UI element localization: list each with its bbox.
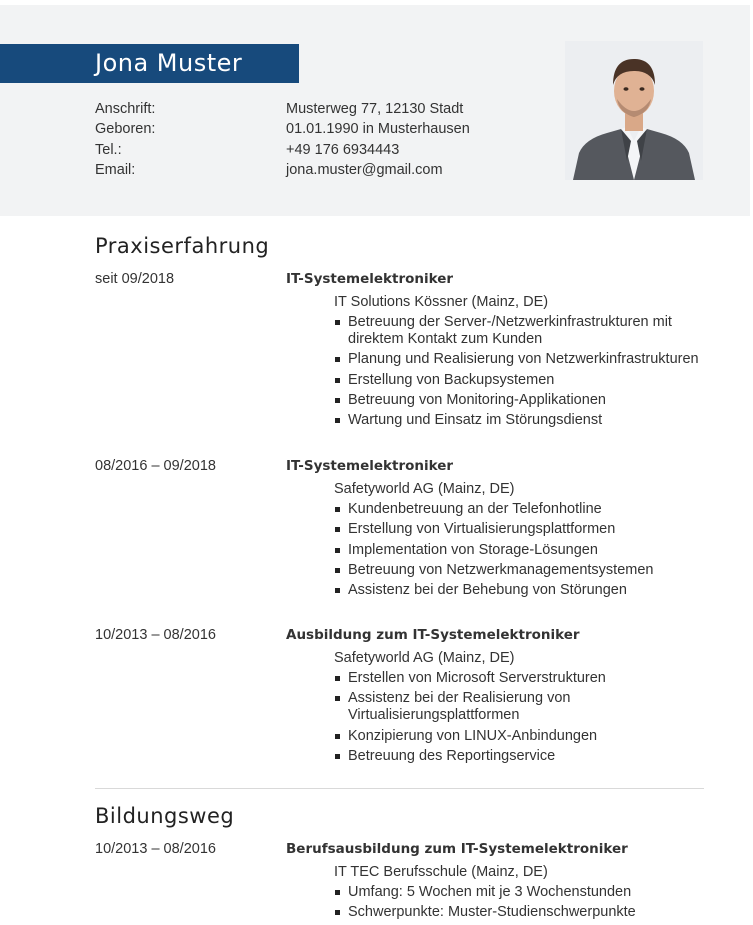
contact-label: Anschrift:	[95, 101, 156, 117]
entry-date: 08/2016 – 09/2018	[95, 458, 216, 474]
entry-title: IT-Systemelektroniker	[286, 458, 454, 474]
contact-value: Musterweg 77, 12130 Stadt	[286, 101, 464, 117]
list-item: Implementation von Storage-Lösungen	[334, 542, 714, 559]
square-bullet-icon	[335, 568, 340, 573]
square-bullet-icon	[335, 507, 340, 512]
square-bullet-icon	[335, 696, 340, 701]
section-title-education: Bildungsweg	[95, 804, 235, 828]
square-bullet-icon	[335, 676, 340, 681]
entry-company: IT TEC Berufsschule (Mainz, DE)	[334, 864, 548, 880]
entry-company: Safetyworld AG (Mainz, DE)	[334, 481, 515, 497]
entry-bullets	[334, 670, 714, 768]
list-item: Erstellung von Backupsystemen	[334, 372, 714, 389]
section-divider	[95, 788, 704, 789]
list-item: Erstellen von Microsoft Serverstrukturen	[334, 670, 714, 687]
square-bullet-icon	[335, 548, 340, 553]
contact-details	[95, 99, 545, 180]
entry-title: Ausbildung zum IT-Systemelektroniker	[286, 627, 580, 643]
contact-row-birth	[95, 119, 545, 139]
list-item: Konzipierung von LINUX-Anbindungen	[334, 728, 714, 745]
list-item: Wartung und Einsatz im Störungsdienst	[334, 412, 714, 429]
square-bullet-icon	[335, 734, 340, 739]
contact-row-phone	[95, 140, 545, 160]
entry-title: IT-Systemelektroniker	[286, 271, 454, 287]
contact-value: 01.01.1990 in Musterhausen	[286, 121, 470, 138]
square-bullet-icon	[335, 398, 340, 403]
contact-row-address	[95, 99, 545, 119]
entry-company: Safetyworld AG (Mainz, DE)	[334, 650, 515, 666]
contact-label: Tel.:	[95, 141, 122, 158]
entry-date: 10/2013 – 08/2016	[95, 841, 216, 857]
square-bullet-icon	[335, 588, 340, 593]
entry-bullets	[334, 501, 714, 602]
list-item: Planung und Realisierung von Netzwerkinfrastrukturen	[334, 351, 714, 368]
square-bullet-icon	[335, 754, 340, 759]
entry-title: Berufsausbildung zum IT-Systemelektroniker	[286, 841, 628, 857]
portrait-icon	[565, 41, 703, 180]
list-item: Umfang: 5 Wochen mit je 3 Wochenstunden	[334, 884, 714, 901]
entry-company: IT Solutions Kössner (Mainz, DE)	[334, 294, 549, 310]
square-bullet-icon	[335, 378, 340, 383]
list-item: Erstellung von Virtualisierungsplattformen	[334, 521, 714, 538]
entry-bullets	[334, 314, 714, 432]
square-bullet-icon	[335, 527, 340, 532]
section-title-experience: Praxiserfahrung	[95, 234, 270, 258]
contact-value: +49 176 6934443	[286, 141, 400, 158]
square-bullet-icon	[335, 418, 340, 423]
square-bullet-icon	[335, 320, 340, 325]
list-item: Schwerpunkte: Muster-Studienschwerpunkte	[334, 904, 714, 921]
list-item: Assistenz bei der Behebung von Störungen	[334, 582, 714, 599]
entry-date: seit 09/2018	[95, 271, 175, 287]
list-item: Betreuung der Server-/Netzwerkinfrastrukturen mit direktem Kontakt zum Kunden	[334, 314, 714, 348]
person-name: Jona Muster	[95, 49, 243, 77]
entry-bullets	[334, 884, 714, 925]
square-bullet-icon	[335, 890, 340, 895]
entry-date: 10/2013 – 08/2016	[95, 627, 216, 643]
contact-value: jona.muster@gmail.com	[286, 161, 443, 178]
list-item: Betreuung des Reportingservice	[334, 748, 714, 765]
list-item: Kundenbetreuung an der Telefonhotline	[334, 501, 714, 518]
contact-row-email	[95, 160, 545, 180]
contact-label: Email:	[95, 161, 136, 178]
list-item: Betreuung von Netzwerkmanagementsystemen	[334, 562, 714, 579]
list-item: Assistenz bei der Realisierung von Virtualisierungsplattformen	[334, 690, 714, 724]
square-bullet-icon	[335, 357, 340, 362]
list-item: Betreuung von Monitoring-Applikationen	[334, 392, 714, 409]
square-bullet-icon	[335, 910, 340, 915]
profile-photo	[565, 41, 703, 180]
contact-label: Geboren:	[95, 121, 156, 138]
